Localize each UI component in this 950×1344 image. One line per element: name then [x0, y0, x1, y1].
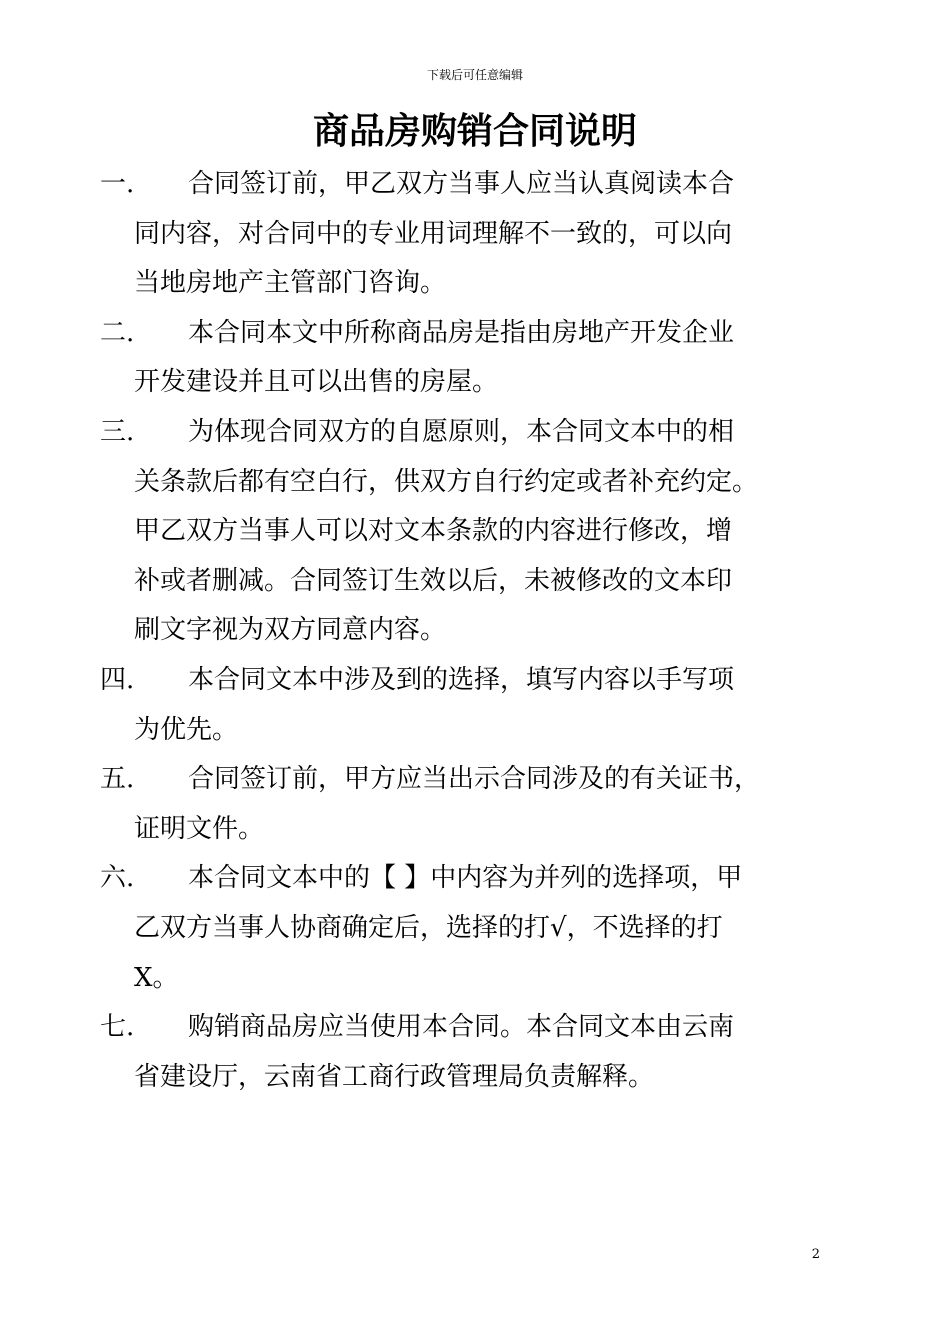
clause-number: 六. — [100, 863, 135, 894]
clause-line: 本合同文本中涉及到的选择，填写内容以手写项 — [188, 664, 735, 695]
clause-item — [100, 854, 830, 1003]
clause-line: 购销商品房应当使用本合同。本合同文本由云南 — [188, 1012, 735, 1043]
clause-line: 省建设厅，云南省工商行政管理局负责解释。 — [134, 1061, 655, 1092]
clause-line: 同内容，对合同中的专业用词理解不一致的，可以向 — [134, 218, 733, 249]
clause-line: 开发建设并且可以出售的房屋。 — [134, 367, 499, 398]
clause-line: 合同签订前，甲方应当出示合同涉及的有关证书， — [188, 764, 761, 795]
clause-line: 为体现合同双方的自愿原则，本合同文本中的相 — [188, 416, 735, 447]
clause-item — [100, 309, 830, 408]
clause-number: 二. — [100, 317, 135, 348]
clause-number: 一. — [100, 169, 135, 199]
page-header-note: 下载后可任意编辑 — [426, 68, 523, 82]
clause-number: 七. — [100, 1012, 135, 1043]
clause-line: 当地房地产主管部门咨询。 — [134, 268, 447, 299]
page-number: 2 — [811, 1247, 820, 1262]
clause-line: X。 — [134, 962, 179, 993]
clause-line: 补或者删减。合同签订生效以后，未被修改的文本印 — [134, 565, 733, 596]
clause-line: 为优先。 — [134, 714, 239, 745]
clause-line: 本合同本文中所称商品房是指由房地产开发企业 — [188, 317, 735, 348]
clause-line: 证明文件。 — [134, 813, 265, 844]
clause-line: 关条款后都有空白行，供双方自行约定或者补充约定。 — [134, 466, 759, 497]
clause-line: 甲乙双方当事人可以对文本条款的内容进行修改，增 — [134, 516, 733, 547]
clause-line: 乙双方当事人协商确定后，选择的打√，不选择的打 — [134, 912, 723, 943]
clause-line: 刷文字视为双方同意内容。 — [134, 615, 447, 646]
clause-number: 三. — [100, 416, 135, 447]
clause-item — [100, 1003, 830, 1102]
clause-number: 五. — [100, 764, 135, 795]
clause-list — [100, 160, 830, 1102]
clause-item — [100, 755, 830, 854]
clause-line: 本合同文本中的【 】中内容为并列的选择项，甲 — [188, 863, 743, 894]
clause-item — [100, 408, 830, 656]
clause-item — [100, 160, 830, 309]
clause-number: 四. — [100, 664, 135, 695]
clause-line: 合同签订前，甲乙双方当事人应当认真阅读本合 — [188, 169, 735, 199]
document-title: 商品房购销合同说明 — [312, 110, 637, 152]
clause-item — [100, 656, 830, 755]
